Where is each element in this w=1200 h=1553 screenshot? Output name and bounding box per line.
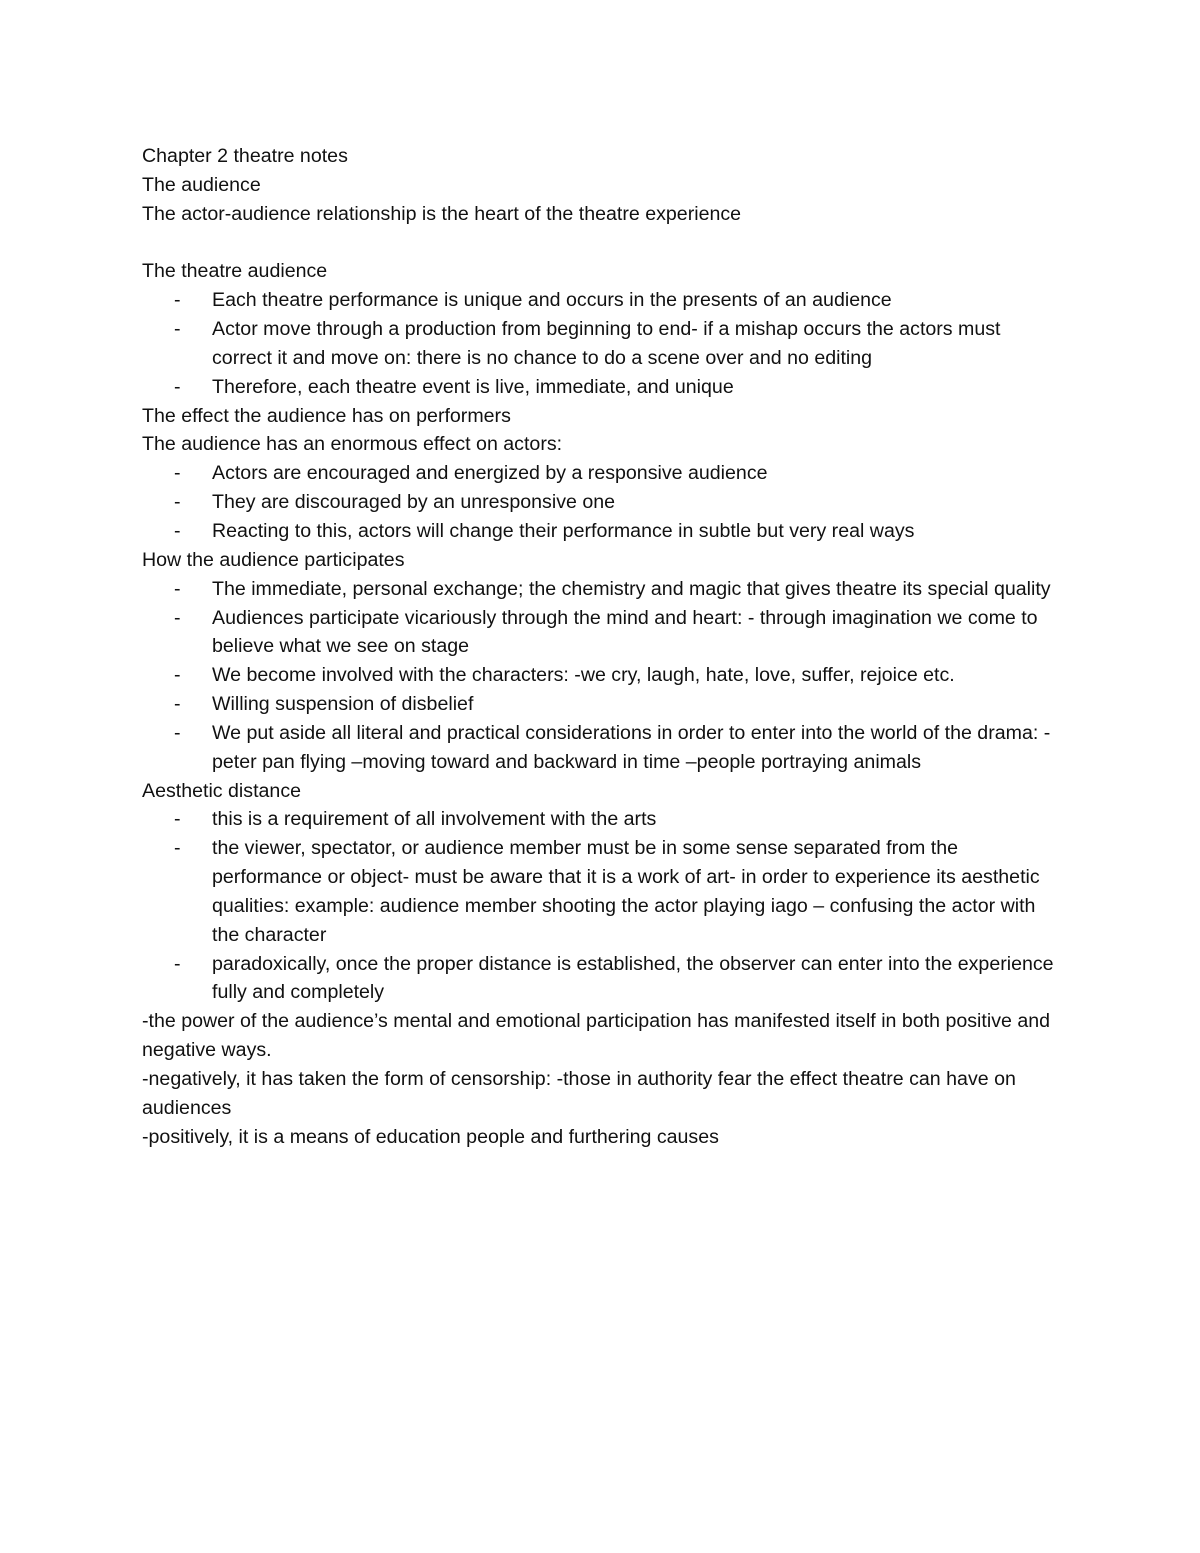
bullet-item xyxy=(142,950,1062,1008)
bullet-item xyxy=(142,286,1062,315)
bullet-item xyxy=(142,315,1062,373)
bullet-item xyxy=(142,373,1062,402)
section-heading: The effect the audience has on performers xyxy=(142,404,511,427)
bullet-text: Audiences participate vicariously through the mind and heart: - through imagination we come to believe what we see on stage xyxy=(212,606,1038,658)
bullet-text: Actor move through a production from beginning to end- if a mishap occurs the actors must correct it and move on: there is no chance to do a scene over and no editing xyxy=(212,318,1001,369)
bullet-item xyxy=(142,459,1062,488)
section-subheading: The audience has an enormous effect on actors: xyxy=(142,433,563,456)
bullet-text: The immediate, personal exchange; the chemistry and magic that gives theatre its special quality xyxy=(212,577,1051,600)
closing-line: -positively, it is a means of education people and furthering causes xyxy=(142,1125,719,1148)
bullet-text: They are discouraged by an unresponsive one xyxy=(212,491,616,514)
document-page xyxy=(142,142,1062,1152)
document-intro: The actor-audience relationship is the heart of the theatre experience xyxy=(142,202,742,225)
bullet-item xyxy=(142,690,1062,719)
section-heading: How the audience participates xyxy=(142,548,405,571)
bullet-item xyxy=(142,604,1062,662)
bullet-text: Actors are encouraged and energized by a responsive audience xyxy=(212,462,768,485)
section-heading: The theatre audience xyxy=(142,260,328,283)
blank-line xyxy=(142,229,1062,258)
bullet-text: Each theatre performance is unique and occurs in the presents of an audience xyxy=(212,289,892,312)
bullet-item xyxy=(142,661,1062,690)
bullet-item xyxy=(142,719,1062,777)
bullet-item xyxy=(142,488,1062,517)
bullet-marker: - xyxy=(174,519,181,542)
bullet-text: the viewer, spectator, or audience member must be in some sense separated from the performance or object- must be aware that it is a work of art- in order to experience its aesthetic qualities: example: audience member shooting the actor playing iago – confusing the actor with the character xyxy=(212,837,1040,946)
closing-line: -negatively, it has taken the form of censorship: -those in authority fear the effect theatre can have on audiences xyxy=(142,1068,1016,1119)
bullet-marker: - xyxy=(174,693,181,716)
bullet-text: We become involved with the characters: -we cry, laugh, hate, love, suffer, rejoice etc. xyxy=(212,664,955,687)
bullet-text: Reacting to this, actors will change their performance in subtle but very real ways xyxy=(212,519,915,542)
bullet-item xyxy=(142,517,1062,546)
bullet-text: this is a requirement of all involvement with the arts xyxy=(212,808,657,831)
document-subtitle: The audience xyxy=(142,173,261,196)
bullet-text: We put aside all literal and practical considerations in order to enter into the world of the drama: -peter pan flying –moving toward and backward in time –people portraying animals xyxy=(212,721,1051,773)
bullet-item xyxy=(142,575,1062,604)
document-title: Chapter 2 theatre notes xyxy=(142,145,348,167)
bullet-item xyxy=(142,834,1062,949)
bullet-text: Willing suspension of disbelief xyxy=(212,693,474,716)
bullet-text: Therefore, each theatre event is live, immediate, and unique xyxy=(212,375,734,398)
bullet-marker: - xyxy=(174,808,181,831)
section-heading: Aesthetic distance xyxy=(142,779,302,802)
bullet-marker: - xyxy=(174,375,181,398)
bullet-marker: - xyxy=(174,952,181,975)
bullet-marker: - xyxy=(174,721,181,744)
bullet-marker: - xyxy=(174,664,181,687)
bullet-marker: - xyxy=(174,289,181,312)
bullet-marker: - xyxy=(174,837,181,860)
closing-line: -the power of the audience’s mental and emotional participation has manifested itself in both positive and negative ways. xyxy=(142,1010,1051,1062)
bullet-marker: - xyxy=(174,318,181,341)
bullet-marker: - xyxy=(174,491,181,514)
bullet-marker: - xyxy=(174,462,181,485)
bullet-marker: - xyxy=(174,577,181,600)
bullet-marker: - xyxy=(174,606,181,629)
bullet-text: paradoxically, once the proper distance is established, the observer can enter into the experience fully and completely xyxy=(212,952,1054,1004)
bullet-item xyxy=(142,805,1062,834)
